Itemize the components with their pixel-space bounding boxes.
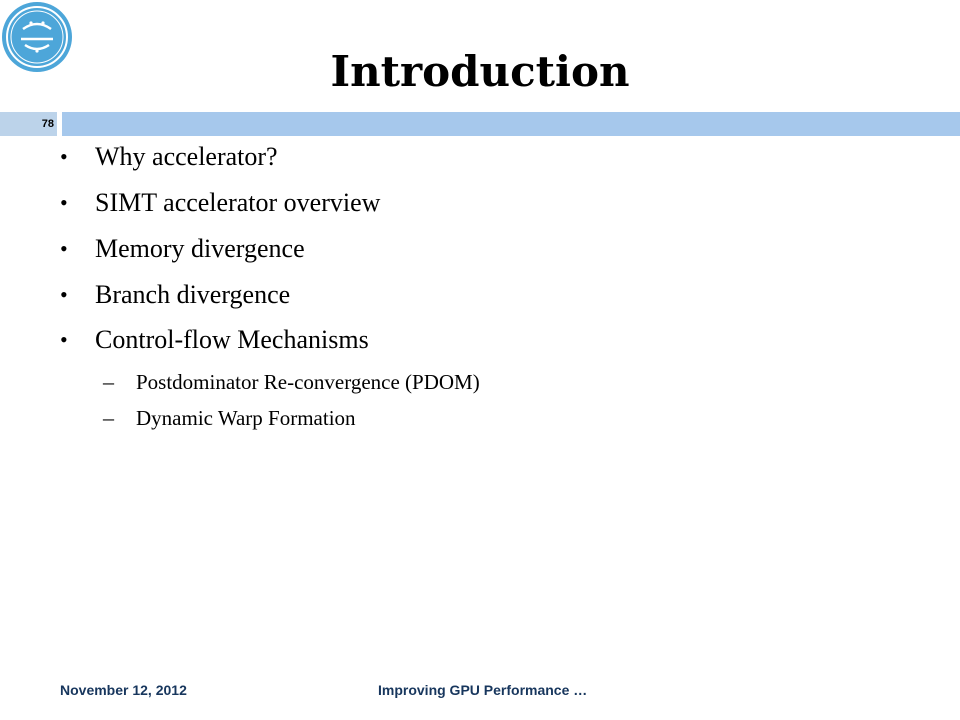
sub-bullet-item	[0, 401, 900, 435]
slide-number: 78	[41, 118, 54, 130]
bullet-icon: •	[60, 282, 68, 307]
sub-bullet-text: Dynamic Warp Formation	[136, 406, 356, 430]
bullet-text: Why accelerator?	[95, 142, 278, 171]
bullet-text: Control-flow Mechanisms	[95, 325, 369, 354]
bullet-item	[0, 275, 900, 315]
sub-bullet-item	[0, 365, 900, 399]
bullet-icon: •	[60, 190, 68, 215]
bullet-icon: •	[60, 327, 68, 352]
bullet-item	[0, 183, 900, 223]
bullet-text: Branch divergence	[95, 280, 291, 309]
page-title: Introduction	[330, 47, 630, 96]
bullet-icon: •	[60, 236, 68, 261]
dash-icon: –	[103, 405, 114, 430]
sub-bullet-text: Postdominator Re-convergence (PDOM)	[136, 370, 480, 394]
footer-title: Improving GPU Performance …	[378, 682, 588, 698]
bullet-item	[0, 229, 900, 269]
bullet-text: Memory divergence	[95, 234, 305, 263]
dash-icon: –	[103, 369, 114, 394]
bullet-icon: •	[60, 144, 68, 169]
header-bar	[62, 112, 960, 136]
bullet-item	[0, 137, 900, 177]
footer-date: November 12, 2012	[60, 682, 187, 698]
bullet-item	[0, 320, 900, 360]
bullet-text: SIMT accelerator overview	[95, 188, 381, 217]
